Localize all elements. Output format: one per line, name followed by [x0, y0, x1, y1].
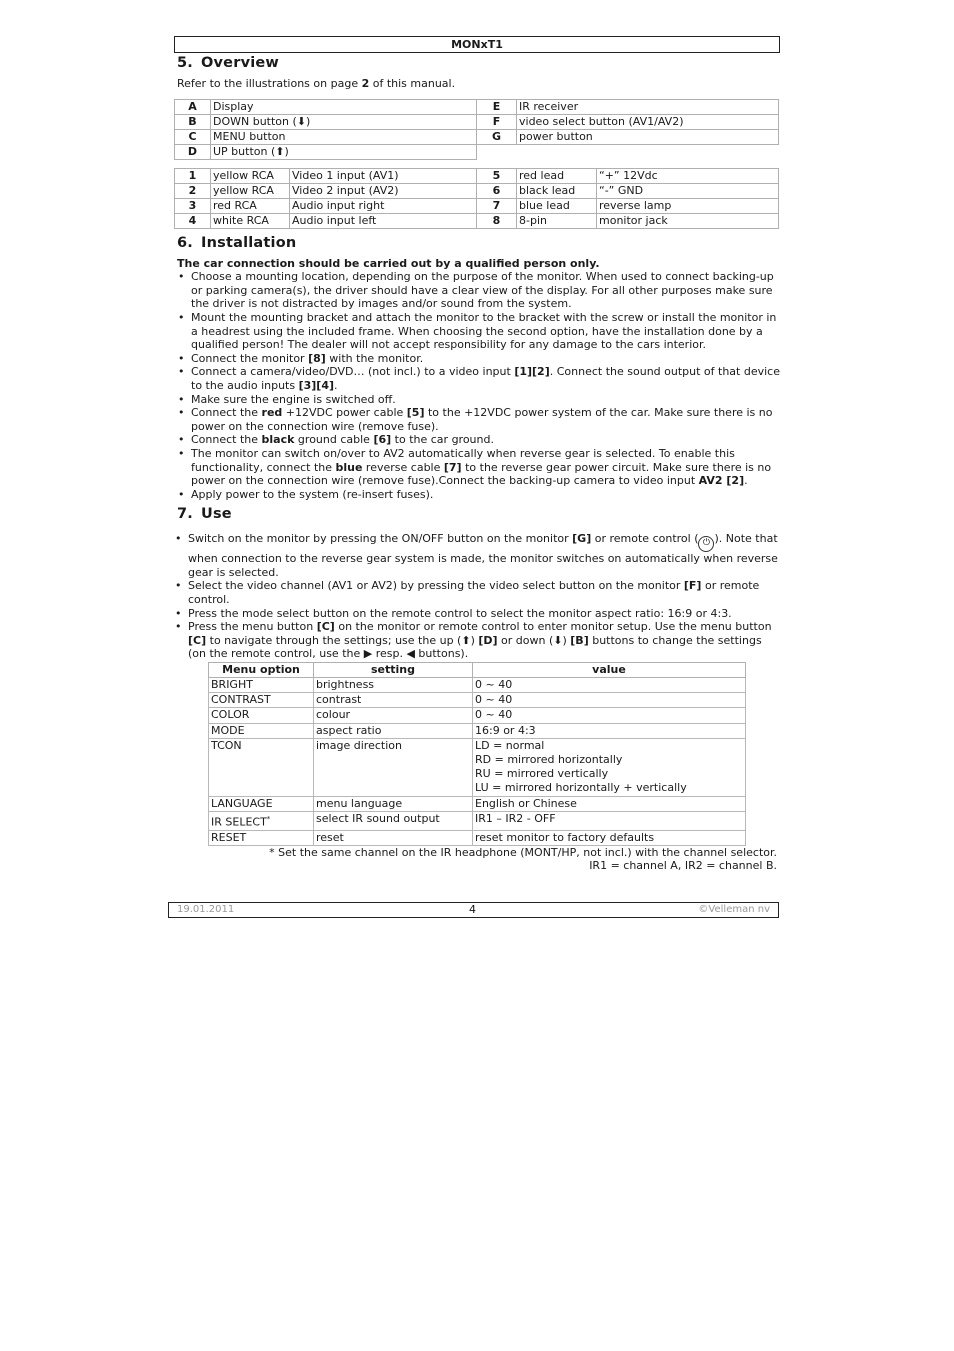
list-item: • Switch on the monitor by pressing the ON/OFF button on the monitor [G] or remote control ( ⏻ ). Note that when connection to the reverse gear system is made, the monitor switches on automatically when reverse gear is selected.: [171, 532, 780, 579]
table-row: B DOWN button (⬇) F video select button (AV1/AV2): [175, 114, 779, 129]
table-row: CONTRAST contrast 0 ~ 40: [209, 693, 746, 708]
page-footer: [168, 902, 779, 918]
list-item: • Press the menu button [C] on the monitor or remote control to enter monitor setup. Use the menu button [C] to navigate through the settings; use the up (⬆) [D] or down (⬇) [B] buttons to change the settings (on the remote control, use the ▶ resp. ◀ buttons).: [171, 620, 780, 661]
table-row: BRIGHT brightness 0 ~ 40: [209, 678, 746, 693]
list-item: • Connect a camera/video/DVD… (not incl.) to a video input [1][2]. Connect the sound output of that device to the audio inputs [3][4].: [174, 365, 780, 392]
installation-warning: The car connection should be carried out by a qualified person only.: [177, 256, 600, 270]
manual-page: [174, 36, 780, 873]
overview-intro: Refer to the illustrations on page 2 of this manual.: [177, 77, 456, 90]
table-row: 1 yellow RCA Video 1 input (AV1) 5 red lead “+” 12Vdc: [175, 168, 779, 183]
table-row: TCON image direction LD = normal RD = mirrored horizontally RU = mirrored vertically LU = mirrored horizontally + vertically: [209, 738, 746, 796]
list-item: • Connect the monitor [8] with the monitor.: [174, 352, 780, 366]
page-number: 4: [469, 903, 476, 916]
footnote: * Set the same channel on the IR headphone (MONT/HP, not incl.) with the channel selector. IR1 = channel A, IR2 = channel B.: [269, 845, 777, 873]
table-row: 4 white RCA Audio input left 8 8-pin monitor jack: [175, 213, 779, 228]
menu-settings-table: [208, 662, 746, 846]
table-header-row: Menu option setting value: [209, 663, 746, 678]
list-item: • Select the video channel (AV1 or AV2) by pressing the video select button on the monitor [F] or remote control.: [171, 579, 780, 606]
connections-table: [174, 168, 779, 229]
use-list: [171, 532, 780, 661]
table-row: MODE aspect ratio 16:9 or 4:3: [209, 723, 746, 738]
table-row: RESET reset reset monitor to factory defaults: [209, 830, 746, 845]
installation-list: [174, 270, 780, 501]
section-heading-use: 7. Use: [177, 506, 232, 523]
footer-copyright: ©Velleman nv: [698, 904, 770, 915]
table-row: D UP button (⬆): [175, 144, 779, 159]
list-item: • Connect the red +12VDC power cable [5] to the +12VDC power system of the car. Make sure there is no power on the connection wire (remove fuse).: [174, 406, 780, 433]
list-item: • Mount the mounting bracket and attach the monitor to the bracket with the screw or install the monitor in a headrest using the included frame. When choosing the second option, have the installation done by a qualified person! The dealer will not accept responsibility for any damage to the cars interior.: [174, 311, 780, 352]
table-row: C MENU button G power button: [175, 129, 779, 144]
header-title: MONxT1: [451, 38, 503, 51]
table-row: 3 red RCA Audio input right 7 blue lead reverse lamp: [175, 198, 779, 213]
list-item: • Apply power to the system (re-insert fuses).: [174, 488, 780, 502]
list-item: • Connect the black ground cable [6] to the car ground.: [174, 433, 780, 447]
list-item: • Choose a mounting location, depending on the purpose of the monitor. When used to connect backing-up or parking camera(s), the driver should have a clear view of the display. For all other purposes make sure the driver is not distracted by images and/or sound from the system.: [174, 270, 780, 311]
table-row: LANGUAGE menu language English or Chinese: [209, 796, 746, 811]
footer-date: 19.01.2011: [177, 904, 235, 915]
table-row: 2 yellow RCA Video 2 input (AV2) 6 black lead “-” GND: [175, 183, 779, 198]
parts-table: [174, 99, 779, 160]
list-item: • Press the mode select button on the remote control to select the monitor aspect ratio: 16:9 or 4:3.: [171, 607, 780, 621]
list-item: • Make sure the engine is switched off.: [174, 393, 780, 407]
section-heading-installation: 6. Installation: [177, 234, 297, 251]
page-header: [174, 36, 780, 53]
table-row: A Display E IR receiver: [175, 99, 779, 114]
table-row: COLOR colour 0 ~ 40: [209, 708, 746, 723]
section-heading-overview: 5. Overview: [177, 55, 280, 71]
table-row: IR SELECT* select IR sound output IR1 – IR2 - OFF: [209, 811, 746, 830]
list-item: • The monitor can switch on/over to AV2 automatically when reverse gear is selected. To enable this functionality, connect the blue reverse cable [7] to the reverse gear power circuit. Make sure there is no power on the connection wire (remove fuse).Connect the backing-up camera to video input AV2 [2].: [174, 447, 780, 488]
power-icon: ⏻: [698, 536, 714, 552]
